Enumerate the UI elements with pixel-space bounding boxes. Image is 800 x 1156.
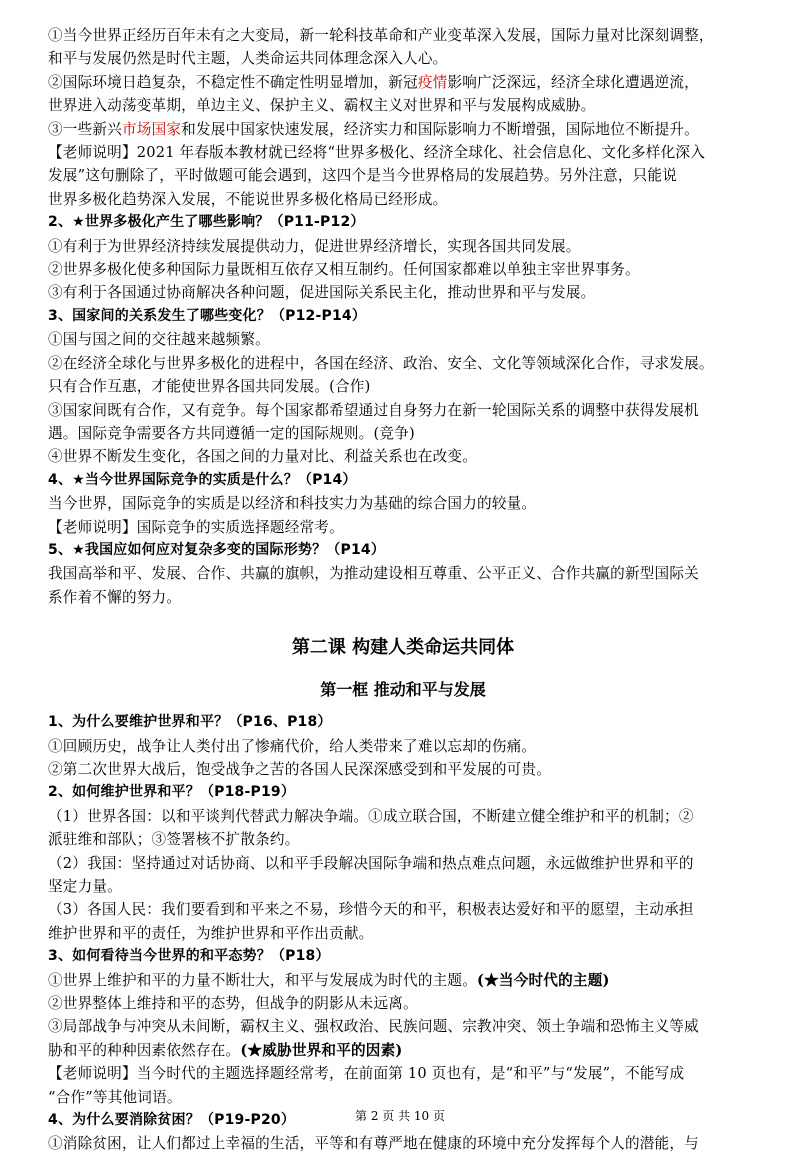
- spacer: [48, 663, 758, 675]
- question-heading: 5、★我国应如何应对复杂多变的国际形势？（P14）: [48, 541, 386, 558]
- emphasis-tag: (★威胁世界和平的因素): [240, 1041, 403, 1059]
- answer-line: ②第二次世界大战后，饱受战争之苦的各国人民深深感受到和平发展的可贵。: [48, 760, 551, 778]
- answer-line: ②世界多极化使多种国际力量既相互依存又相互制约。任何国家都难以单独主宰世界事务。: [48, 261, 640, 279]
- teacher-note-line: 发展”这句删除了，平时做题可能会遇到，这四个是当今世界格局的发展趋势。另外注意，只能说: [48, 167, 678, 185]
- answer-line: ①回顾历史，战争让人类付出了惨痛代价，给人类带来了难以忘却的伤痛。: [48, 737, 537, 755]
- answer-line: 遇。国际竞争需要各方共同遵循一定的国际规则。(竞争): [48, 424, 415, 442]
- answer-line: 坚定力量。: [48, 878, 122, 895]
- paragraph-line: ①当今世界正经历百年未有之大变局，新一轮科技革命和产业变革深入发展，国际力量对比深刻调整，: [48, 27, 714, 44]
- paragraph-line: 和平与发展仍然是时代主题，人类命运共同体理念深入人心。: [48, 50, 448, 68]
- answer-line: （1）世界各国：以和平谈判代替武力解决争端。①成立联合国，不断建立健全维护和平的机制；②: [48, 807, 694, 825]
- keyword-link[interactable]: 市场国家: [121, 120, 182, 138]
- answer-line: ①国与国之间的交往越来越频繁。: [48, 331, 270, 349]
- keyword-link[interactable]: 疫情: [417, 73, 448, 91]
- question-heading: 3、国家间的关系发生了哪些变化？（P12-P14）: [48, 307, 367, 324]
- document-page: [48, 24, 758, 1156]
- answer-line: 派驻维和部队；③签署核不扩散条约。: [48, 831, 300, 849]
- answer-line: ④世界不断发生变化，各国之间的力量对比、利益关系也在改变。: [48, 448, 478, 466]
- answer-line: ③有利于各国通过协商解决各种问题，促进国际关系民主化，推动世界和平与发展。: [48, 284, 596, 302]
- text-run: 影响广泛深远，经济全球化遭遇逆流，: [447, 73, 699, 91]
- question-heading: 1、为什么要维护世界和平？（P16、P18）: [48, 714, 332, 731]
- answer-line: （3）各国人民：我们要看到和平来之不易，珍惜今天的和平，积极表达爱好和平的愿望，主动承担: [48, 901, 694, 919]
- answer-line: 维护世界和平的责任，为维护世界和平作出贡献。: [48, 924, 374, 942]
- emphasis-tag: (★当今时代的主题): [477, 971, 610, 989]
- page-footer: 第 2 页 共 10 页: [355, 1109, 445, 1123]
- teacher-note-line: 【老师说明】当今时代的主题选择题经常考，在前面第 10 页也有，是“和平”与“发展”，不能写成: [48, 1065, 685, 1083]
- answer-line: ②世界整体上维持和平的态势，但战争的阴影从未远离。: [48, 995, 418, 1013]
- text-run: ①世界上维护和平的力量不断壮大，和平与发展成为时代的主题。: [48, 971, 478, 989]
- answer-line: ②在经济全球化与世界多极化的进程中，各国在经济、政治、安全、文化等领域深化合作，寻求发展。: [48, 354, 714, 372]
- question-heading: 3、如何看待当今世界的和平态势？（P18）: [48, 948, 330, 965]
- answer-line: [48, 969, 758, 992]
- teacher-note-line: 世界多极化趋势深入发展，不能说世界多极化格局已经形成。: [48, 190, 448, 208]
- question-heading: 4、★当今世界国际竞争的实质是什么？（P14）: [48, 471, 357, 488]
- text-run: ②国际环境日趋复杂，不稳定性不确定性明显增加，新冠: [48, 73, 418, 91]
- paragraph-line: [48, 71, 758, 94]
- spacer: [48, 609, 758, 633]
- question-heading: 4、为什么要消除贫困？（P19-P20）: [48, 1112, 296, 1129]
- text-run: 胁和平的种种因素依然存在。: [48, 1041, 241, 1059]
- frame-title: 第一框 推动和平与发展: [320, 680, 486, 700]
- answer-line: ①有利于为世界经济持续发展提供动力，促进世界经济增长，实现各国共同发展。: [48, 237, 581, 255]
- lesson-title: 第二课 构建人类命运共同体: [291, 637, 515, 659]
- question-heading: 2、★世界多极化产生了哪些影响？（P11-P12）: [48, 214, 365, 231]
- text-run: ③一些新兴: [48, 120, 122, 138]
- answer-line: 当今世界，国际竞争的实质是以经济和科技实力为基础的综合国力的较量。: [48, 495, 537, 513]
- answer-line: [48, 1039, 758, 1062]
- teacher-note-line: 【老师说明】国际竞争的实质选择题经常考。: [48, 518, 344, 536]
- answer-line: （2）我国：坚持通过对话协商、以和平手段解决国际争端和热点难点问题，永远做维护世界和平的: [48, 854, 694, 872]
- answer-line: 我国高举和平、发展、合作、共赢的旗帜，为推动建设相互尊重、公平正义、合作共赢的新型国际关: [48, 565, 699, 583]
- text-run: 和发展中国家快速发展，经济实力和国际影响力不断增强，国际地位不断提升。: [181, 120, 699, 138]
- question-heading: 2、如何维护世界和平？（P18-P19）: [48, 784, 296, 801]
- answer-line: ③国家间既有合作，又有竞争。每个国家都希望通过自身努力在新一轮国际关系的调整中获得发展机: [48, 401, 699, 419]
- answer-line: 系作着不懈的努力。: [48, 588, 182, 606]
- teacher-note-line: 【老师说明】2021 年春版本教材就已经将“世界多极化、经济全球化、社会信息化、文化多样化深入: [48, 144, 705, 162]
- answer-line: ①消除贫困，让人们都过上幸福的生活，平等和有尊严地在健康的环境中充分发挥每个人的潜能，与: [48, 1135, 699, 1153]
- teacher-note-line: “合作”等其他词语。: [48, 1088, 182, 1106]
- paragraph-line: [48, 118, 758, 141]
- paragraph-line: 世界进入动荡变革期，单边主义、保护主义、霸权主义对世界和平与发展构成威胁。: [48, 97, 596, 115]
- answer-line: ③局部战争与冲突从未间断，霸权主义、强权政治、民族问题、宗教冲突、领土争端和恐怖主义等威: [48, 1018, 699, 1036]
- answer-line: 只有合作互惠，才能使世界各国共同发展。(合作): [48, 378, 371, 396]
